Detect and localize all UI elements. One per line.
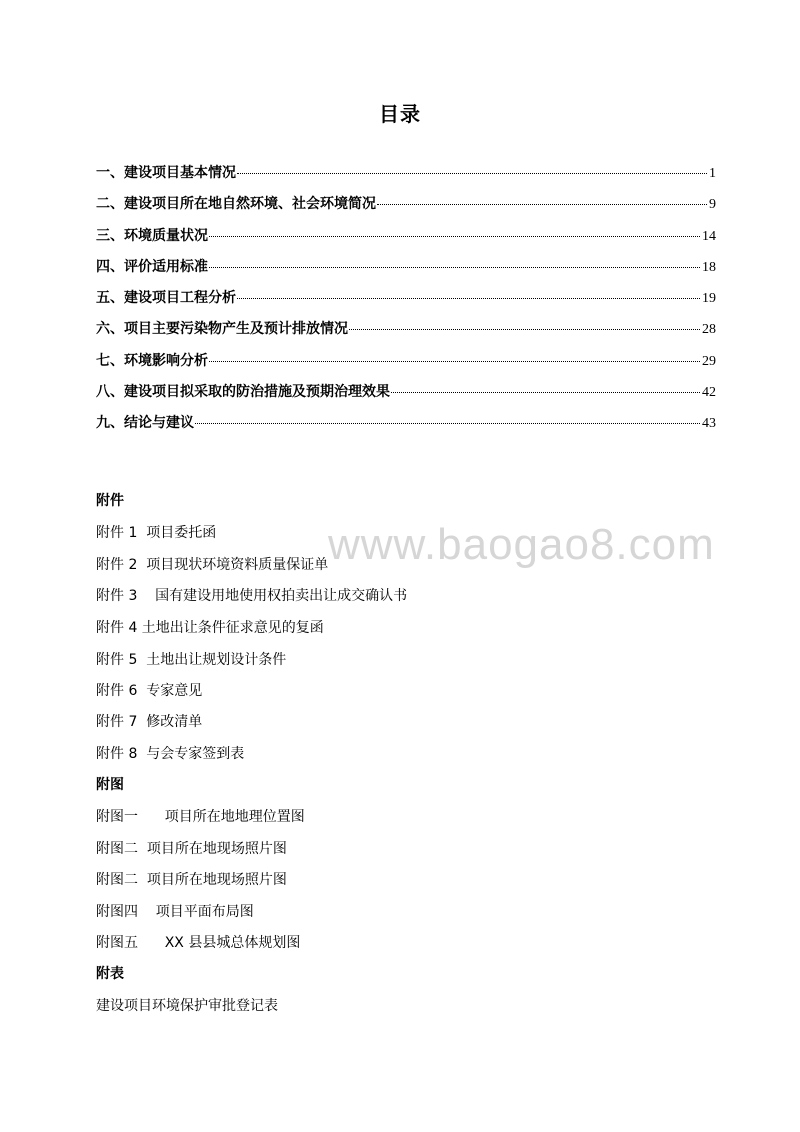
toc-entry-label: 三、环境质量状况 <box>96 227 208 244</box>
toc-entry-page: 1 <box>709 166 716 181</box>
toc-entry-page: 19 <box>702 291 716 307</box>
toc-entry-label: 一、建设项目基本情况 <box>96 165 236 181</box>
figure-item: 附图二 项目所在地现场照片图 <box>96 841 287 857</box>
toc-leader-dots <box>209 236 700 237</box>
toc-entry[interactable] <box>96 256 716 287</box>
attachment-item: 附件 7 修改清单 <box>96 714 203 730</box>
page-title: 目录 <box>379 102 421 126</box>
toc-leader-dots <box>349 329 700 330</box>
attachment-item: 附件 4 土地出让条件征求意见的复函 <box>96 620 324 636</box>
toc-entry-page: 9 <box>709 197 716 213</box>
toc-entry[interactable] <box>96 225 716 256</box>
attachment-item: 附件 6 专家意见 <box>96 683 203 699</box>
toc-entry-label: 八、建设项目拟采取的防治措施及预期治理效果 <box>96 384 390 401</box>
toc-entry[interactable] <box>96 193 716 224</box>
toc-entry-page: 29 <box>702 353 716 369</box>
toc-entry[interactable] <box>96 350 716 381</box>
toc-entry-page: 43 <box>702 416 716 432</box>
toc-entry[interactable] <box>96 412 716 443</box>
toc-leader-dots <box>391 392 700 393</box>
toc-entry[interactable] <box>96 318 716 349</box>
toc-leader-dots <box>209 361 700 362</box>
toc-entry-label: 四、评价适用标准 <box>96 258 208 275</box>
toc-entry-label: 五、建设项目工程分析 <box>96 290 236 307</box>
toc-entry-label: 九、结论与建议 <box>96 415 194 432</box>
attachment-item: 附件 5 土地出让规划设计条件 <box>96 652 287 668</box>
toc-leader-dots <box>195 423 700 424</box>
figure-item: 附图二 项目所在地现场照片图 <box>96 872 287 888</box>
figure-item: 附图一 项目所在地地理位置图 <box>96 809 305 825</box>
toc-entry-page: 28 <box>702 322 716 338</box>
toc-entry-label: 二、建设项目所在地自然环境、社会环境简况 <box>96 196 376 213</box>
toc-entry[interactable] <box>96 287 716 318</box>
figure-item: 附图五 XX 县县城总体规划图 <box>96 935 301 951</box>
toc-entry[interactable] <box>96 162 716 193</box>
toc-leader-dots <box>237 298 700 299</box>
table-of-contents <box>96 162 716 444</box>
toc-leader-dots <box>209 267 700 268</box>
toc-leader-dots <box>377 204 707 205</box>
figures-heading: 附图 <box>96 777 124 793</box>
figure-item: 附图四 项目平面布局图 <box>96 904 254 920</box>
attachment-item: 附件 3 国有建设用地使用权拍卖出让成交确认书 <box>96 588 408 604</box>
toc-leader-dots <box>237 173 707 174</box>
attachment-item: 附件 1 项目委托函 <box>96 525 217 541</box>
attachment-item: 附件 2 项目现状环境资料质量保证单 <box>96 557 329 573</box>
toc-entry-page: 14 <box>702 228 716 244</box>
toc-entry-label: 七、环境影响分析 <box>96 352 208 369</box>
toc-entry-label: 六、项目主要污染物产生及预计排放情况 <box>96 321 348 338</box>
toc-entry-page: 18 <box>702 259 716 275</box>
attachment-item: 附件 8 与会专家签到表 <box>96 746 245 762</box>
tables-heading: 附表 <box>96 966 124 982</box>
toc-entry[interactable] <box>96 381 716 412</box>
toc-entry-page: 42 <box>702 385 716 401</box>
watermark: www.baogao8.com <box>328 520 715 569</box>
attachments-heading: 附件 <box>96 493 124 509</box>
table-item: 建设项目环境保护审批登记表 <box>96 998 278 1014</box>
